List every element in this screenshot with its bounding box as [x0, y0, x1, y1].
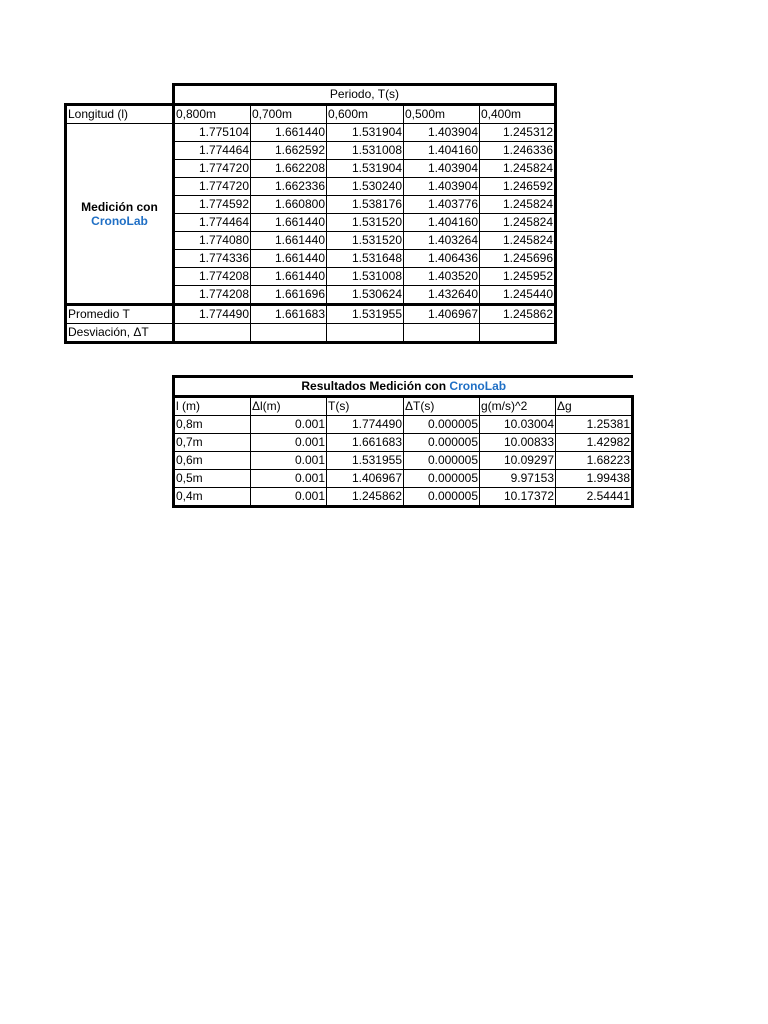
measurement-cell: 1.245824: [480, 232, 556, 250]
result-cell: 1.68223: [556, 452, 633, 470]
column-header: Δg: [556, 397, 633, 416]
result-cell: 1.406967: [327, 470, 404, 488]
results-title-text: Resultados Medición con: [301, 379, 450, 393]
table1-header-title: Periodo, T(s): [174, 85, 556, 105]
length-header: 0,800m: [174, 105, 251, 124]
measurement-cell: 1.245696: [480, 250, 556, 268]
measurement-cell: 1.530624: [327, 286, 404, 305]
result-cell: 0,6m: [174, 452, 251, 470]
column-header: ΔT(s): [404, 397, 480, 416]
average-row: [66, 305, 556, 324]
measurement-cell: 1.774208: [174, 268, 251, 286]
group-label-brand: CronoLab: [91, 213, 148, 228]
result-cell: 1.25381: [556, 416, 633, 434]
measurement-cell: 1.246336: [480, 142, 556, 160]
table-row: [66, 124, 556, 142]
measurement-cell: 1.403520: [404, 268, 480, 286]
length-row-label: Longitud (l): [66, 105, 174, 124]
measurement-cell: 1.530240: [327, 178, 404, 196]
result-cell: 1.774490: [327, 416, 404, 434]
measurement-cell: 1.403904: [404, 178, 480, 196]
result-cell: 1.531955: [327, 452, 404, 470]
measurement-cell: 1.774336: [174, 250, 251, 268]
measurement-cell: 1.662592: [251, 142, 327, 160]
column-header: T(s): [327, 397, 404, 416]
results-title-brand: CronoLab: [449, 379, 507, 393]
length-header: 0,500m: [404, 105, 480, 124]
result-cell: 0.001: [251, 470, 327, 488]
measurement-cell: 1.661440: [251, 250, 327, 268]
measurement-cell: 1.403776: [404, 196, 480, 214]
table-row: [174, 416, 633, 434]
result-cell: 0,5m: [174, 470, 251, 488]
result-cell: 0.001: [251, 416, 327, 434]
length-header: 0,400m: [480, 105, 556, 124]
deviation-cell: [404, 324, 480, 343]
result-cell: 0.001: [251, 488, 327, 507]
result-cell: 1.42982: [556, 434, 633, 452]
table1-title-row: [66, 85, 556, 105]
deviation-cell: [480, 324, 556, 343]
deviation-label: Desviación, ΔT: [66, 324, 174, 343]
result-cell: 10.17372: [480, 488, 556, 507]
measurement-cell: 1.661440: [251, 232, 327, 250]
deviation-cell: [174, 324, 251, 343]
measurement-cell: 1.662208: [251, 160, 327, 178]
period-measurements-table: [64, 83, 557, 344]
measurement-cell: 1.406436: [404, 250, 480, 268]
measurement-cell: 1.245824: [480, 214, 556, 232]
average-cell: 1.661683: [251, 305, 327, 324]
table1-lengths-row: [66, 105, 556, 124]
measurement-cell: 1.531520: [327, 214, 404, 232]
measurement-cell: 1.531520: [327, 232, 404, 250]
measurement-cell: 1.775104: [174, 124, 251, 142]
measurement-cell: 1.661440: [251, 214, 327, 232]
results-title-row: [174, 377, 633, 397]
measurement-cell: 1.774720: [174, 160, 251, 178]
measurement-cell: 1.531008: [327, 142, 404, 160]
average-cell: 1.531955: [327, 305, 404, 324]
result-cell: 0.001: [251, 452, 327, 470]
measurement-cell: 1.245824: [480, 160, 556, 178]
length-header: 0,700m: [251, 105, 327, 124]
measurement-cell: 1.774208: [174, 286, 251, 305]
measurement-cell: 1.774080: [174, 232, 251, 250]
column-header: Δl(m): [251, 397, 327, 416]
table-row: [174, 434, 633, 452]
column-header: l (m): [174, 397, 251, 416]
measurement-cell: 1.531904: [327, 124, 404, 142]
measurement-cell: 1.661440: [251, 268, 327, 286]
measurement-cell: 1.774720: [174, 178, 251, 196]
results-table: [172, 375, 634, 508]
average-cell: 1.774490: [174, 305, 251, 324]
measurement-cell: 1.661696: [251, 286, 327, 305]
average-cell: 1.406967: [404, 305, 480, 324]
measurement-cell: 1.404160: [404, 142, 480, 160]
measurement-cell: 1.774464: [174, 214, 251, 232]
measurement-cell: 1.403904: [404, 160, 480, 178]
deviation-cell: [327, 324, 404, 343]
result-cell: 1.661683: [327, 434, 404, 452]
result-cell: 9.97153: [480, 470, 556, 488]
result-cell: 1.245862: [327, 488, 404, 507]
result-cell: 0.000005: [404, 434, 480, 452]
measurement-cell: 1.245824: [480, 196, 556, 214]
table-row: [174, 470, 633, 488]
measurement-cell: 1.774592: [174, 196, 251, 214]
measurement-cell: 1.531648: [327, 250, 404, 268]
measurement-cell: 1.245952: [480, 268, 556, 286]
measurement-cell: 1.404160: [404, 214, 480, 232]
result-cell: 0.000005: [404, 452, 480, 470]
deviation-cell: [251, 324, 327, 343]
deviation-row: [66, 324, 556, 343]
column-header: g(m/s)^2: [480, 397, 556, 416]
measurement-cell: 1.403904: [404, 124, 480, 142]
measurement-cell: 1.531008: [327, 268, 404, 286]
measurement-cell: 1.661440: [251, 124, 327, 142]
result-cell: 0.000005: [404, 488, 480, 507]
measurement-cell: 1.245440: [480, 286, 556, 305]
table1-corner-cell: [66, 85, 174, 105]
table-row: [174, 452, 633, 470]
group-label-text: Medición con: [81, 199, 158, 214]
measurement-cell: 1.774464: [174, 142, 251, 160]
result-cell: 0.000005: [404, 470, 480, 488]
measurement-group-label: [66, 124, 174, 305]
measurement-cell: 1.403264: [404, 232, 480, 250]
measurement-cell: 1.432640: [404, 286, 480, 305]
measurement-cell: 1.538176: [327, 196, 404, 214]
measurement-cell: 1.660800: [251, 196, 327, 214]
result-cell: 0,4m: [174, 488, 251, 507]
average-cell: 1.245862: [480, 305, 556, 324]
measurement-cell: 1.662336: [251, 178, 327, 196]
result-cell: 2.54441: [556, 488, 633, 507]
measurement-cell: 1.246592: [480, 178, 556, 196]
result-cell: 10.03004: [480, 416, 556, 434]
result-cell: 10.09297: [480, 452, 556, 470]
length-header: 0,600m: [327, 105, 404, 124]
result-cell: 1.99438: [556, 470, 633, 488]
measurement-cell: 1.531904: [327, 160, 404, 178]
measurement-cell: 1.245312: [480, 124, 556, 142]
results-title: [174, 377, 633, 397]
result-cell: 0.000005: [404, 416, 480, 434]
table-row: [174, 488, 633, 507]
result-cell: 0.001: [251, 434, 327, 452]
results-header-row: [174, 397, 633, 416]
result-cell: 0,7m: [174, 434, 251, 452]
result-cell: 10.00833: [480, 434, 556, 452]
average-label: Promedio T: [66, 305, 174, 324]
result-cell: 0,8m: [174, 416, 251, 434]
